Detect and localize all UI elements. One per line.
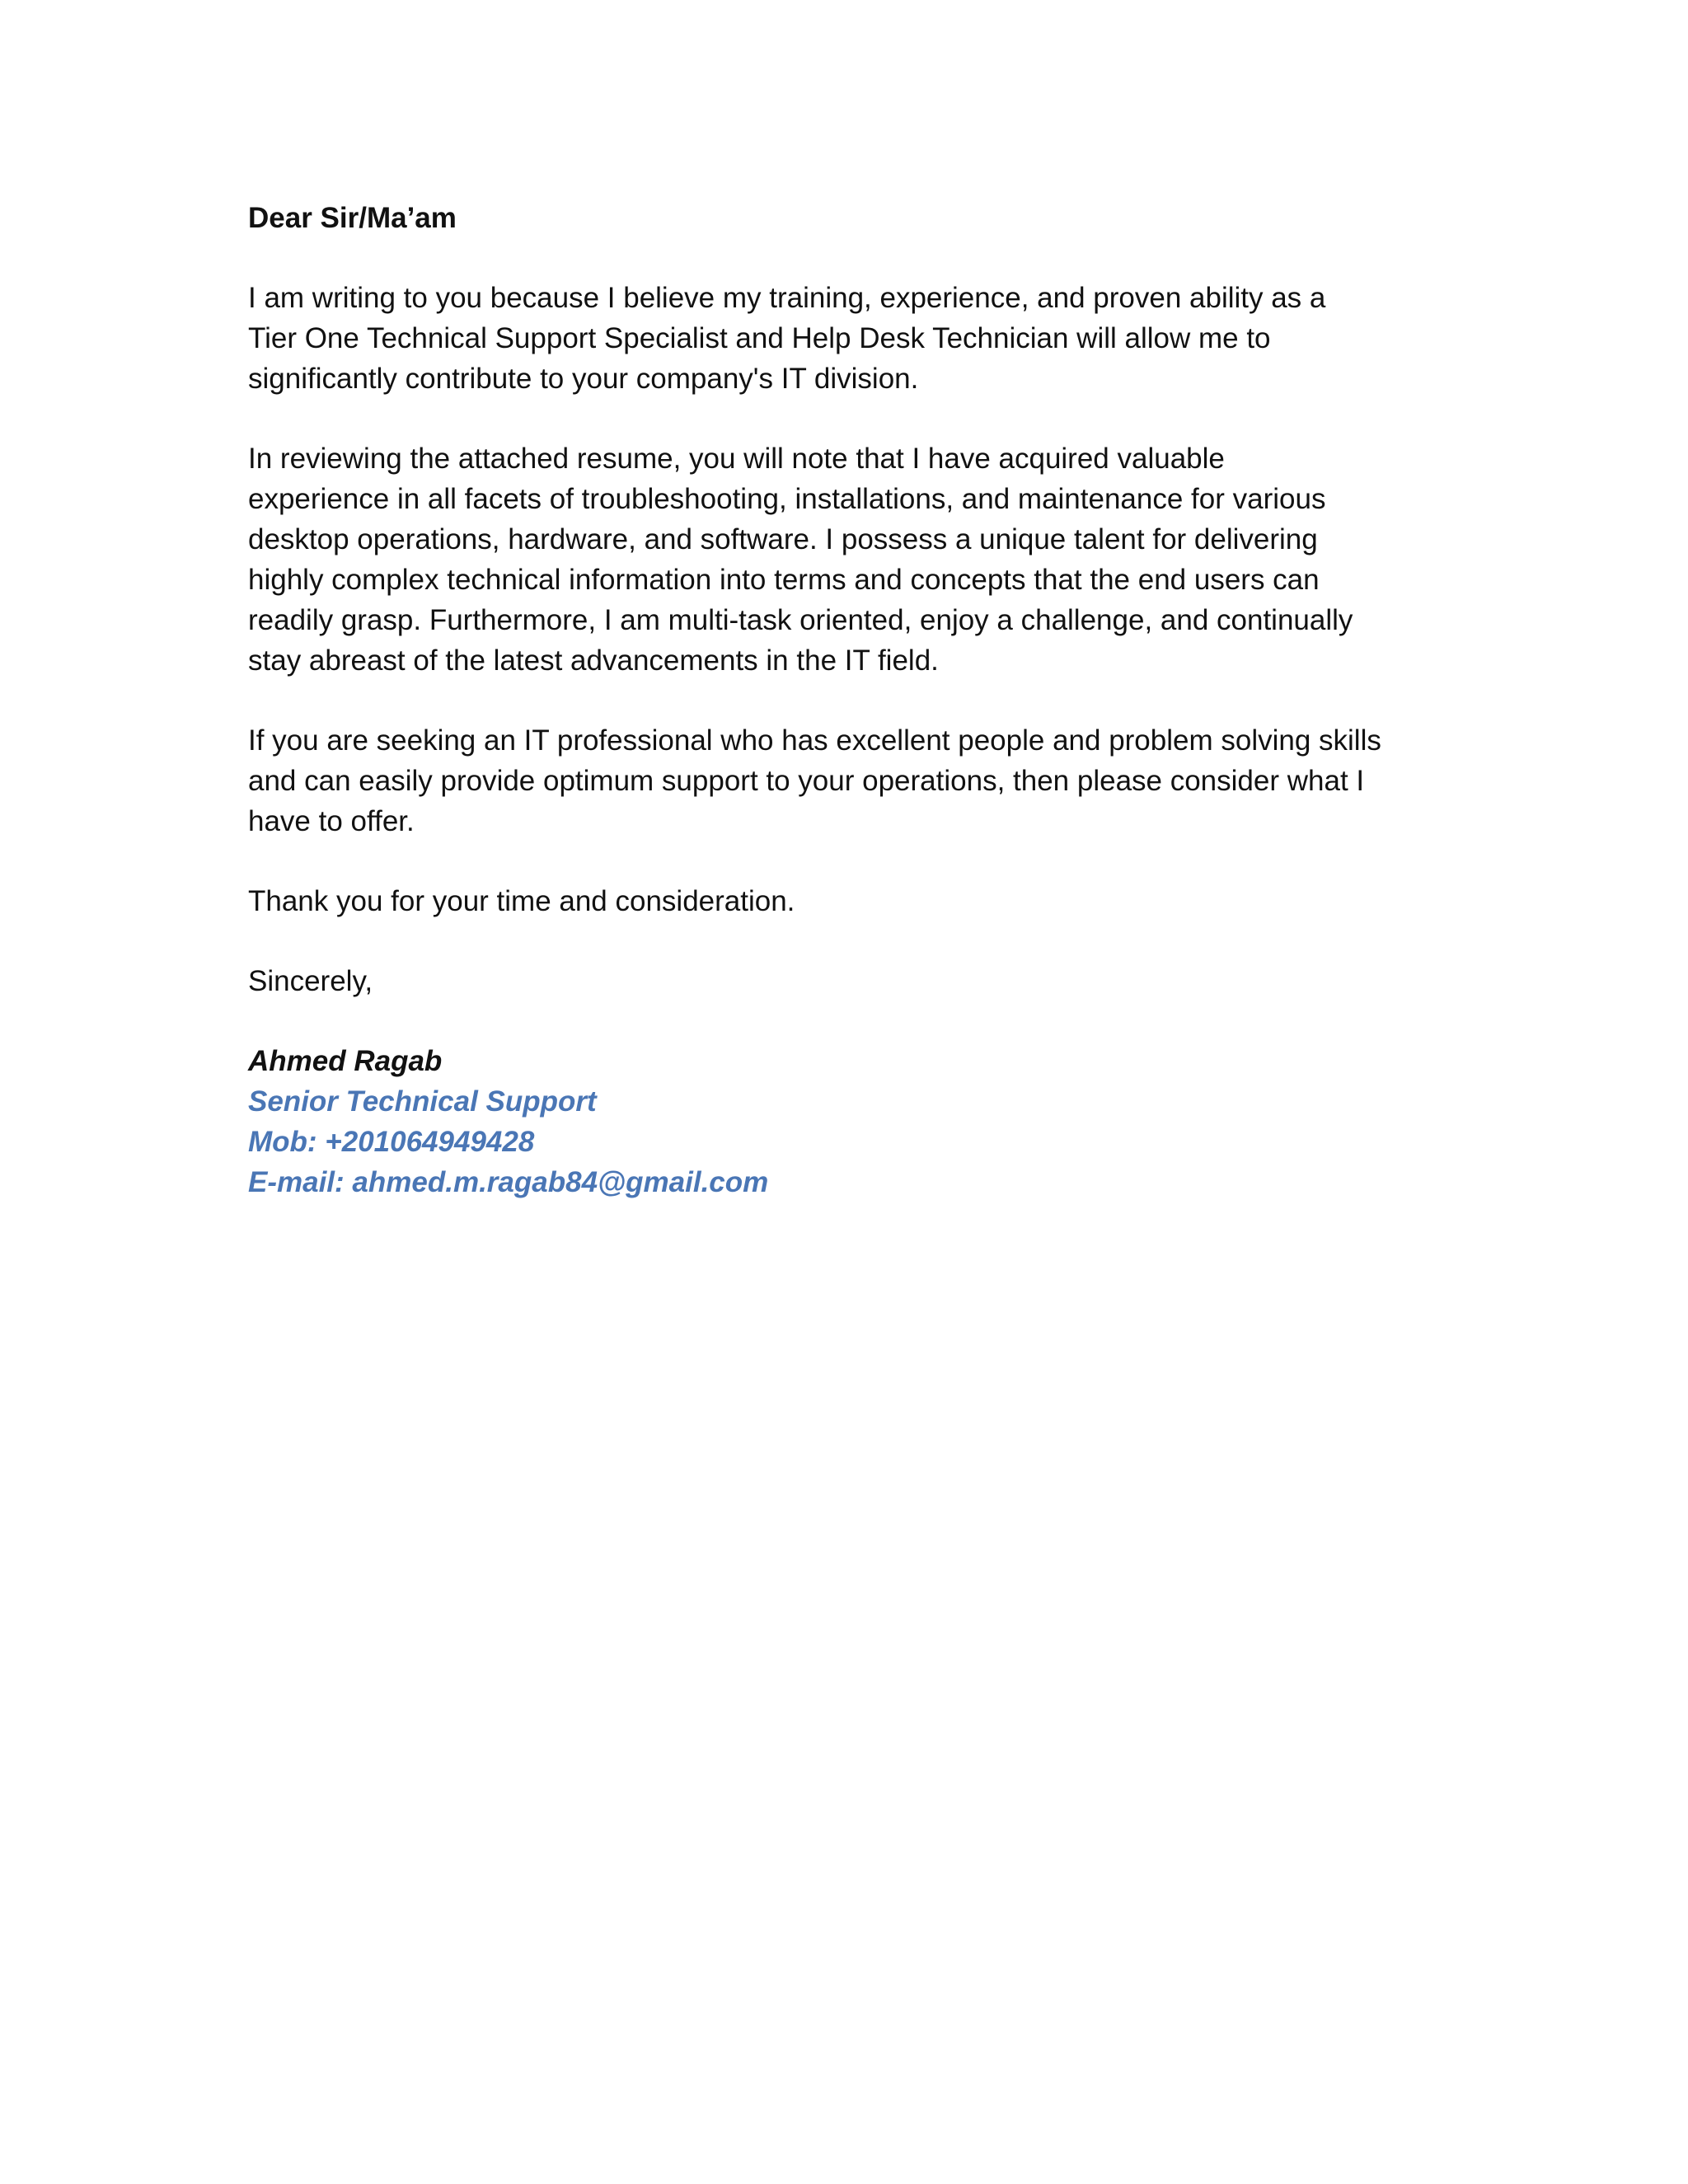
paragraph-intro xyxy=(248,278,1451,399)
paragraph-line: In reviewing the attached resume, you will note that I have acquired valuable xyxy=(248,443,1225,475)
closing-line: Sincerely, xyxy=(248,965,373,997)
paragraph-line: stay abreast of the latest advancements in the IT field. xyxy=(248,644,939,677)
signature-name: Ahmed Ragab xyxy=(248,1045,443,1077)
paragraph-line: experience in all facets of troubleshooting, installations, and maintenance for various xyxy=(248,483,1326,515)
signature-email: E-mail: ahmed.m.ragab84@gmail.com xyxy=(248,1166,769,1198)
paragraph-line: and can easily provide optimum support to your operations, then please consider what I xyxy=(248,765,1365,797)
signature-title: Senior Technical Support xyxy=(248,1085,597,1118)
paragraph-line: highly complex technical information into terms and concepts that the end users can xyxy=(248,564,1320,596)
paragraph-line: Tier One Technical Support Specialist and Help Desk Technician will allow me to xyxy=(248,322,1271,354)
paragraph-line: readily grasp. Furthermore, I am multi-task oriented, enjoy a challenge, and continually xyxy=(248,604,1353,636)
paragraph-experience xyxy=(248,438,1451,681)
salutation: Dear Sir/Ma’am xyxy=(248,202,457,234)
signature-block xyxy=(248,1041,1451,1202)
cover-letter xyxy=(248,198,1451,1202)
signature-mobile: Mob: +201064949428 xyxy=(248,1126,535,1158)
paragraph-line: significantly contribute to your company's IT division. xyxy=(248,363,919,395)
paragraph-line: I am writing to you because I believe my training, experience, and proven ability as a xyxy=(248,282,1326,314)
paragraph-line: desktop operations, hardware, and software. I possess a unique talent for delivering xyxy=(248,523,1318,555)
paragraph-line: have to offer. xyxy=(248,805,415,837)
thanks-line: Thank you for your time and consideration. xyxy=(248,885,795,917)
paragraph-line: If you are seeking an IT professional who has excellent people and problem solving skills xyxy=(248,724,1381,757)
paragraph-offer xyxy=(248,720,1451,841)
